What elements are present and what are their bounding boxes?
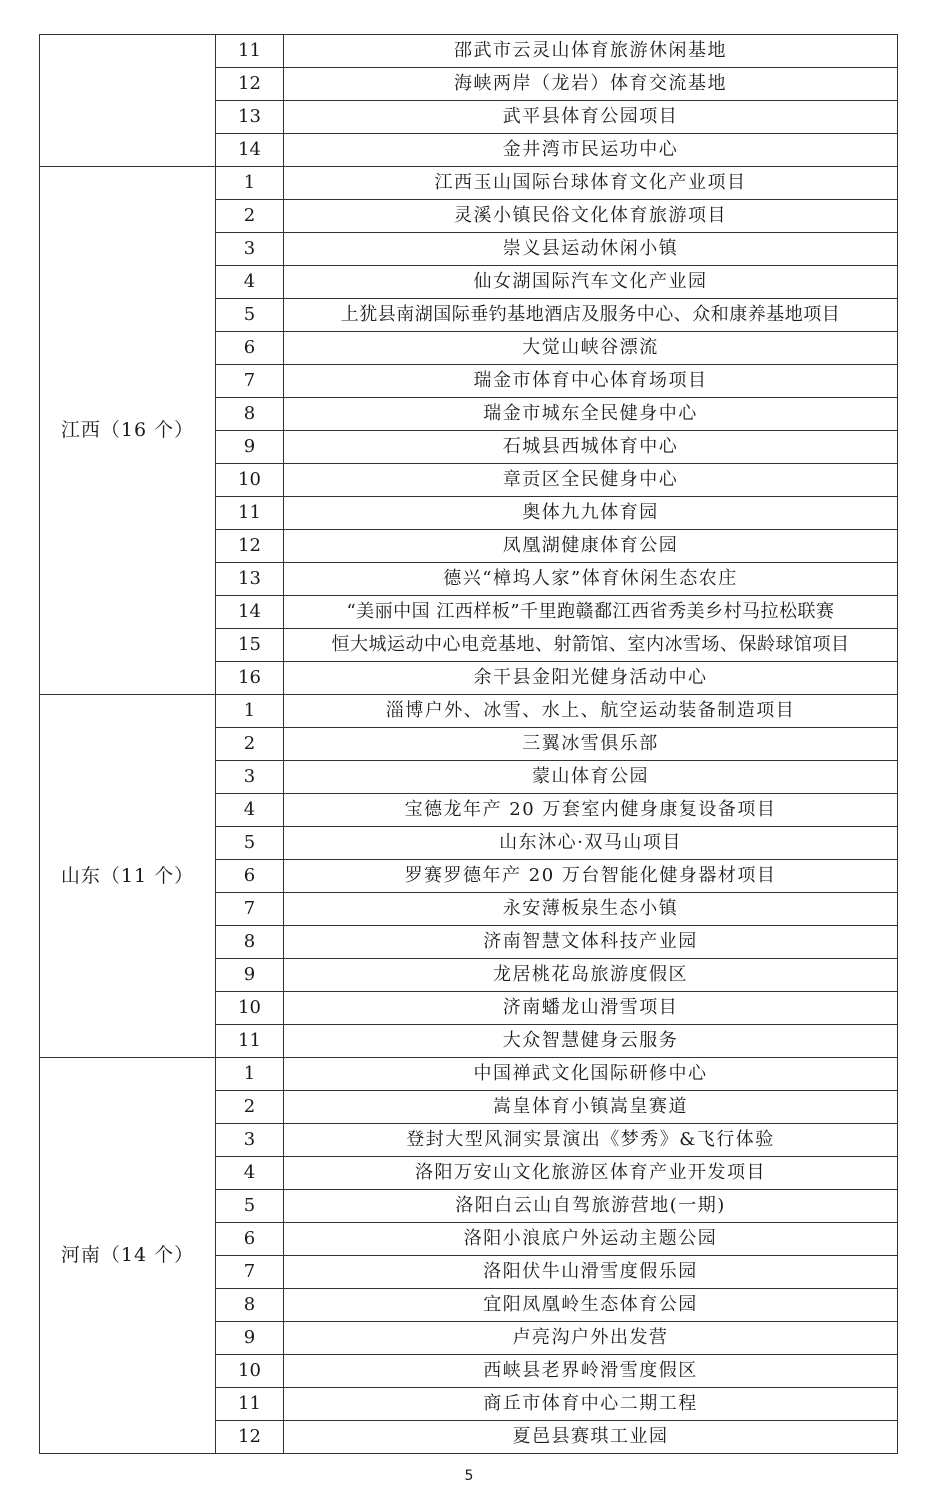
project-name: 中国禅武文化国际研修中心	[284, 1058, 898, 1091]
project-name: 仙女湖国际汽车文化产业园	[284, 266, 898, 299]
project-name: 大觉山峡谷漂流	[284, 332, 898, 365]
project-name: 海峡两岸（龙岩）体育交流基地	[284, 68, 898, 101]
row-number: 7	[216, 893, 284, 926]
row-number: 5	[216, 827, 284, 860]
row-number: 14	[216, 134, 284, 167]
province-cell: 山东（11 个）	[40, 695, 216, 1058]
row-number: 11	[216, 497, 284, 530]
row-number: 3	[216, 761, 284, 794]
row-number: 16	[216, 662, 284, 695]
project-name: 石城县西城体育中心	[284, 431, 898, 464]
project-name: 宝德龙年产 20 万套室内健身康复设备项目	[284, 794, 898, 827]
project-name: 宜阳凤凰岭生态体育公园	[284, 1289, 898, 1322]
row-number: 13	[216, 101, 284, 134]
project-name: 恒大城运动中心电竞基地、射箭馆、室内冰雪场、保龄球馆项目	[284, 629, 898, 662]
row-number: 12	[216, 1421, 284, 1454]
project-name: 大众智慧健身云服务	[284, 1025, 898, 1058]
row-number: 10	[216, 1355, 284, 1388]
table-body	[40, 35, 898, 1454]
project-name: 罗赛罗德年产 20 万台智能化健身器材项目	[284, 860, 898, 893]
project-name: 洛阳白云山自驾旅游营地(一期)	[284, 1190, 898, 1223]
project-name: 蒙山体育公园	[284, 761, 898, 794]
row-number: 2	[216, 200, 284, 233]
row-number: 7	[216, 1256, 284, 1289]
row-number: 2	[216, 1091, 284, 1124]
project-name: 龙居桃花岛旅游度假区	[284, 959, 898, 992]
row-number: 4	[216, 266, 284, 299]
row-number: 9	[216, 431, 284, 464]
project-name: 商丘市体育中心二期工程	[284, 1388, 898, 1421]
project-name: 瑞金市城东全民健身中心	[284, 398, 898, 431]
row-number: 6	[216, 332, 284, 365]
row-number: 4	[216, 1157, 284, 1190]
row-number: 10	[216, 464, 284, 497]
row-number: 12	[216, 68, 284, 101]
project-name: 金井湾市民运功中心	[284, 134, 898, 167]
row-number: 1	[216, 695, 284, 728]
table-row	[40, 167, 898, 200]
row-number: 14	[216, 596, 284, 629]
project-name: 卢亮沟户外出发营	[284, 1322, 898, 1355]
project-name: 登封大型风洞实景演出《梦秀》&飞行体验	[284, 1124, 898, 1157]
row-number: 11	[216, 1388, 284, 1421]
row-number: 1	[216, 1058, 284, 1091]
project-list-table	[39, 34, 898, 1454]
province-cell	[40, 35, 216, 167]
row-number: 3	[216, 233, 284, 266]
row-number: 6	[216, 860, 284, 893]
row-number: 10	[216, 992, 284, 1025]
project-name: 洛阳万安山文化旅游区体育产业开发项目	[284, 1157, 898, 1190]
project-name: 余干县金阳光健身活动中心	[284, 662, 898, 695]
row-number: 8	[216, 1289, 284, 1322]
row-number: 11	[216, 35, 284, 68]
project-name: 邵武市云灵山体育旅游休闲基地	[284, 35, 898, 68]
page-number: 5	[464, 1468, 474, 1484]
project-name: 济南蟠龙山滑雪项目	[284, 992, 898, 1025]
project-name: “美丽中国 江西样板”千里跑赣鄱江西省秀美乡村马拉松联赛	[284, 596, 898, 629]
province-cell: 江西（16 个）	[40, 167, 216, 695]
project-name: 山东沐心·双马山项目	[284, 827, 898, 860]
row-number: 13	[216, 563, 284, 596]
project-name: 灵溪小镇民俗文化体育旅游项目	[284, 200, 898, 233]
row-number: 5	[216, 1190, 284, 1223]
row-number: 5	[216, 299, 284, 332]
row-number: 2	[216, 728, 284, 761]
row-number: 7	[216, 365, 284, 398]
project-name: 瑞金市体育中心体育场项目	[284, 365, 898, 398]
project-name: 西峡县老界岭滑雪度假区	[284, 1355, 898, 1388]
project-name: 上犹县南湖国际垂钓基地酒店及服务中心、众和康养基地项目	[284, 299, 898, 332]
row-number: 3	[216, 1124, 284, 1157]
row-number: 15	[216, 629, 284, 662]
row-number: 8	[216, 926, 284, 959]
project-name: 武平县体育公园项目	[284, 101, 898, 134]
project-name: 奥体九九体育园	[284, 497, 898, 530]
project-name: 崇义县运动休闲小镇	[284, 233, 898, 266]
row-number: 9	[216, 1322, 284, 1355]
project-name: 济南智慧文体科技产业园	[284, 926, 898, 959]
table-row	[40, 695, 898, 728]
province-cell: 河南（14 个）	[40, 1058, 216, 1454]
table-row	[40, 1058, 898, 1091]
row-number: 6	[216, 1223, 284, 1256]
project-name: 章贡区全民健身中心	[284, 464, 898, 497]
row-number: 4	[216, 794, 284, 827]
project-name: 凤凰湖健康体育公园	[284, 530, 898, 563]
row-number: 1	[216, 167, 284, 200]
row-number: 8	[216, 398, 284, 431]
project-name: 三翼冰雪俱乐部	[284, 728, 898, 761]
project-name: 德兴“樟坞人家”体育休闲生态农庄	[284, 563, 898, 596]
row-number: 9	[216, 959, 284, 992]
row-number: 12	[216, 530, 284, 563]
project-name: 洛阳伏牛山滑雪度假乐园	[284, 1256, 898, 1289]
table-row	[40, 35, 898, 68]
project-name: 夏邑县赛琪工业园	[284, 1421, 898, 1454]
project-name: 淄博户外、冰雪、水上、航空运动装备制造项目	[284, 695, 898, 728]
project-name: 江西玉山国际台球体育文化产业项目	[284, 167, 898, 200]
project-name: 嵩皇体育小镇嵩皇赛道	[284, 1091, 898, 1124]
project-name: 永安薄板泉生态小镇	[284, 893, 898, 926]
row-number: 11	[216, 1025, 284, 1058]
project-name: 洛阳小浪底户外运动主题公园	[284, 1223, 898, 1256]
